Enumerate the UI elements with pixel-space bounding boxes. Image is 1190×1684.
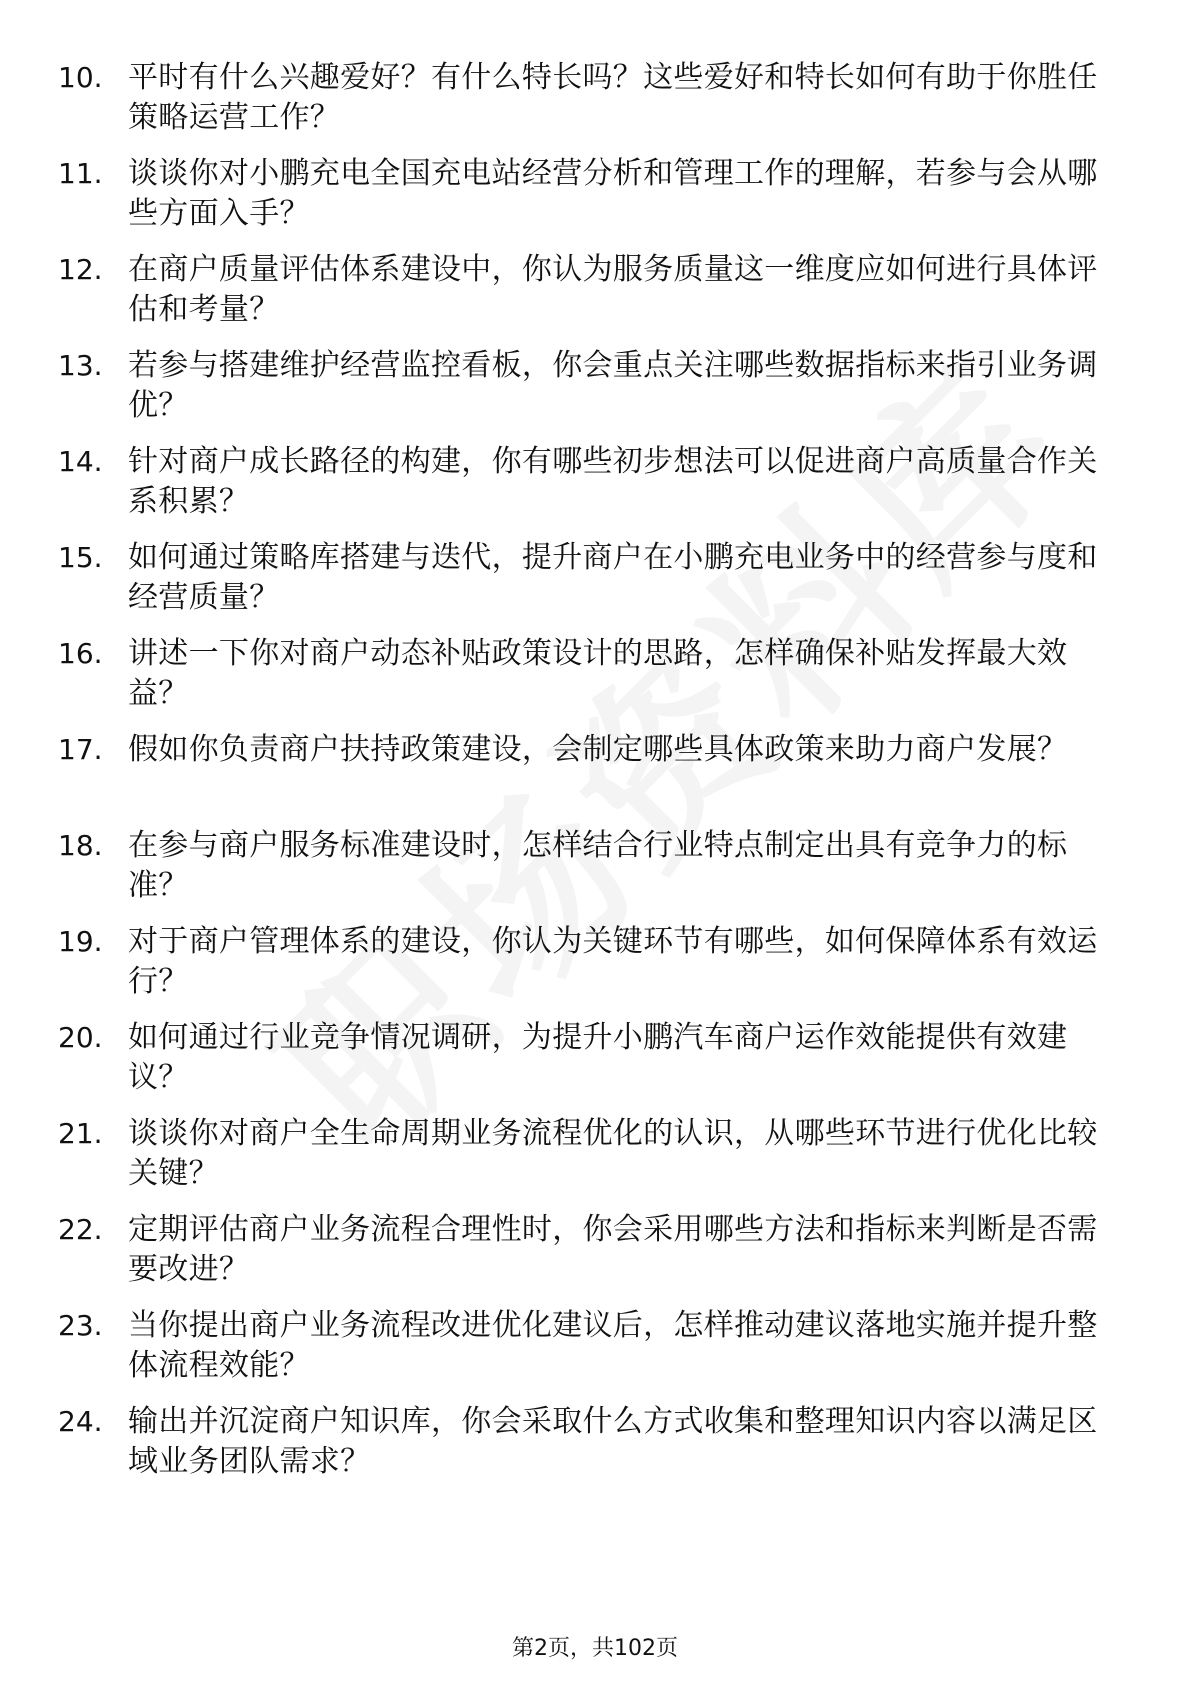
question-item	[0, 730, 1190, 830]
question-text: 针对商户成长路径的构建，你有哪些初步想法可以促进商户高质量合作关系积累？	[128, 444, 1098, 519]
question-text: 若参与搭建维护经营监控看板，你会重点关注哪些数据指标来指引业务调优？	[128, 348, 1098, 423]
question-item	[0, 58, 1190, 158]
page-footer: 第2页，共102页	[512, 1636, 678, 1661]
question-number: 24.	[58, 1405, 103, 1438]
question-number: 14.	[58, 445, 103, 478]
question-text: 讲述一下你对商户动态补贴政策设计的思路，怎样确保补贴发挥最大效益？	[128, 636, 1068, 711]
question-number: 21.	[58, 1117, 103, 1150]
question-number: 22.	[58, 1213, 103, 1246]
question-item	[0, 922, 1190, 1022]
question-text: 输出并沉淀商户知识库，你会采取什么方式收集和整理知识内容以满足区域业务团队需求？	[128, 1404, 1098, 1479]
question-text: 如何通过行业竞争情况调研，为提升小鹏汽车商户运作效能提供有效建议？	[128, 1020, 1068, 1095]
question-item	[0, 1018, 1190, 1118]
question-text: 假如你负责商户扶持政策建设，会制定哪些具体政策来助力商户发展？	[128, 732, 1068, 767]
question-text: 当你提出商户业务流程改进优化建议后，怎样推动建议落地实施并提升整体流程效能？	[128, 1308, 1098, 1383]
question-number: 10.	[58, 61, 103, 94]
question-number: 16.	[58, 637, 103, 670]
question-number: 15.	[58, 541, 103, 574]
question-item	[0, 346, 1190, 446]
question-text: 谈谈你对商户全生命周期业务流程优化的认识，从哪些环节进行优化比较关键？	[128, 1116, 1098, 1191]
question-text: 在参与商户服务标准建设时，怎样结合行业特点制定出具有竞争力的标准？	[128, 828, 1068, 903]
question-item	[0, 250, 1190, 350]
question-number: 17.	[58, 733, 103, 766]
question-item	[0, 154, 1190, 254]
question-item	[0, 1114, 1190, 1214]
question-text: 对于商户管理体系的建设，你认为关键环节有哪些，如何保障体系有效运行？	[128, 924, 1098, 999]
question-text: 谈谈你对小鹏充电全国充电站经营分析和管理工作的理解，若参与会从哪些方面入手？	[128, 156, 1098, 231]
question-item	[0, 442, 1190, 542]
question-item	[0, 826, 1190, 926]
question-number: 23.	[58, 1309, 103, 1342]
question-text: 平时有什么兴趣爱好？有什么特长吗？这些爱好和特长如何有助于你胜任策略运营工作？	[128, 60, 1098, 135]
question-number: 20.	[58, 1021, 103, 1054]
question-number: 11.	[58, 157, 103, 190]
question-item	[0, 634, 1190, 734]
question-number: 18.	[58, 829, 103, 862]
question-item	[0, 1306, 1190, 1406]
question-number: 19.	[58, 925, 103, 958]
question-item	[0, 1210, 1190, 1310]
question-text: 在商户质量评估体系建设中，你认为服务质量这一维度应如何进行具体评估和考量？	[128, 252, 1098, 327]
question-number: 12.	[58, 253, 103, 286]
question-number: 13.	[58, 349, 103, 382]
question-text: 定期评估商户业务流程合理性时，你会采用哪些方法和指标来判断是否需要改进？	[128, 1212, 1098, 1287]
question-item	[0, 1402, 1190, 1502]
question-item	[0, 538, 1190, 638]
question-text: 如何通过策略库搭建与迭代，提升商户在小鹏充电业务中的经营参与度和经营质量？	[128, 540, 1098, 615]
